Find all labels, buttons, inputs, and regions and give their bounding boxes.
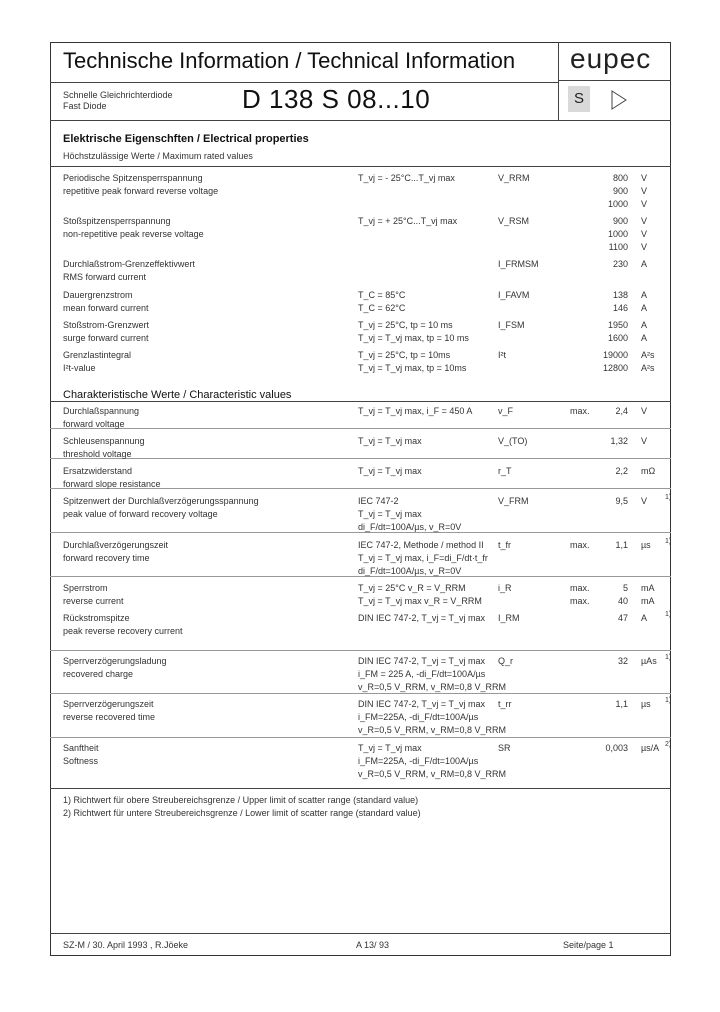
char-symbol: Q_r (498, 656, 514, 666)
param-value: 1000 (607, 199, 628, 209)
char-unit: V (641, 406, 648, 416)
char-max-label: max. (570, 583, 590, 593)
param-value: 800 (612, 173, 628, 183)
char-name-de: Ersatzwiderstand (63, 466, 133, 476)
char-value: 5 (622, 583, 628, 593)
char-condition: DIN IEC 747-2, T_vj = T_vj max (358, 613, 485, 623)
char-name-en: reverse recovered time (63, 712, 156, 722)
param-value: 146 (612, 303, 628, 313)
series-badge: S (568, 86, 590, 112)
param-condition: T_vj = 25°C, tp = 10ms (358, 350, 451, 360)
char-name-de: Durchlaßspannung (63, 406, 140, 416)
char-name-en: reverse current (63, 596, 124, 606)
char-unit: µs/A (641, 743, 660, 753)
char-condition: IEC 747-2, Methode / method II (358, 540, 484, 550)
char-condition: DIN IEC 747-2, T_vj = T_vj max (358, 699, 485, 709)
param-unit: V (641, 173, 648, 183)
param-unit: V (641, 186, 648, 196)
param-name-de: Stoßstrom-Grenzwert (63, 320, 150, 330)
char-symbol: I_RM (498, 613, 520, 623)
char-symbol: v_F (498, 406, 514, 416)
char-condition: T_vj = T_vj max, i_F = 450 A (358, 406, 473, 416)
param-value: 230 (612, 259, 628, 269)
char-condition: T_vj = T_vj max (358, 509, 422, 519)
char-footnote-ref: 1) (665, 494, 672, 501)
char-symbol: t_fr (498, 540, 512, 550)
param-condition: T_C = 85°C (358, 290, 406, 300)
footer-rule (50, 933, 671, 934)
param-name-de: Dauergrenzstrom (63, 290, 133, 300)
char-condition: T_vj = T_vj max (358, 466, 422, 476)
char-condition: T_vj = 25°C v_R = V_RRM (358, 583, 466, 593)
char-unit: µs (641, 699, 651, 709)
param-name-en: repetitive peak forward reverse voltage (63, 186, 219, 196)
header-divider (50, 82, 558, 83)
param-condition: T_vj = + 25°C...T_vj max (358, 216, 458, 226)
char-condition: di_F/dt=100A/µs, v_R=0V (358, 522, 462, 532)
section-rated-subtitle: Höchstzulässige Werte / Maximum rated values (63, 151, 253, 161)
param-value: 1000 (607, 229, 628, 239)
char-footnote-ref: 2) (665, 741, 672, 748)
char-unit: µs (641, 540, 651, 550)
char-symbol: SR (498, 743, 511, 753)
logo-divider (558, 42, 559, 120)
row-divider (50, 693, 671, 694)
param-name-de: Periodische Spitzensperrspannung (63, 173, 203, 183)
char-unit: mA (641, 596, 655, 606)
char-symbol: V_(TO) (498, 436, 528, 446)
char-value: 1,32 (610, 436, 628, 446)
char-unit: µAs (641, 656, 657, 666)
row-divider (50, 737, 671, 738)
header-bottom-rule (50, 120, 671, 121)
param-unit: A (641, 303, 648, 313)
param-condition: T_vj = - 25°C...T_vj max (358, 173, 455, 183)
footer-author-date: SZ-M / 30. April 1993 , R.Jöeke (63, 940, 189, 950)
char-name-en: recovered charge (63, 669, 134, 679)
char-value: 0,003 (605, 743, 628, 753)
param-unit: A (641, 290, 648, 300)
char-condition: v_R=0,5 V_RRM, v_RM=0,8 V_RRM (358, 725, 507, 735)
char-condition: IEC 747-2 (358, 496, 399, 506)
char-name-de: Rückstromspitze (63, 613, 130, 623)
param-condition: T_vj = 25°C, tp = 10 ms (358, 320, 453, 330)
param-unit: A (641, 333, 648, 343)
row-divider (50, 532, 671, 533)
char-value: 9,5 (615, 496, 628, 506)
row-divider (50, 458, 671, 459)
char-value: 47 (617, 613, 628, 623)
char-value: 1,1 (615, 699, 628, 709)
param-value: 1950 (607, 320, 628, 330)
char-footnote-ref: 1) (665, 654, 672, 661)
characteristic-table-rule (50, 401, 671, 402)
param-name-de: Grenzlastintegral (63, 350, 132, 360)
param-name-de: Stoßspitzensperrspannung (63, 216, 171, 226)
char-footnote-ref: 1) (665, 538, 672, 545)
param-symbol: I_FAVM (498, 290, 530, 300)
part-number: D 138 S 08...10 (242, 84, 431, 114)
param-condition: T_C = 62°C (358, 303, 406, 313)
param-unit: V (641, 242, 648, 252)
param-name-en: non-repetitive peak reverse voltage (63, 229, 204, 239)
param-symbol: I²t (498, 350, 506, 360)
char-unit: mΩ (641, 466, 656, 476)
char-condition: T_vj = T_vj max v_R = V_RRM (358, 596, 482, 606)
char-condition: di_F/dt=100A/µs, v_R=0V (358, 566, 462, 576)
char-value: 2,4 (615, 406, 628, 416)
char-symbol: t_rr (498, 699, 512, 709)
param-name-en: surge forward current (63, 333, 149, 343)
char-name-en: threshold voltage (63, 449, 132, 459)
char-condition: v_R=0,5 V_RRM, v_RM=0,8 V_RRM (358, 682, 507, 692)
char-name-en: peak value of forward recovery voltage (63, 509, 218, 519)
char-symbol: V_FRM (498, 496, 529, 506)
param-value: 1600 (607, 333, 628, 343)
char-name-en: Softness (63, 756, 99, 766)
section-electrical-title: Elektrische Eigenschften / Electrical properties (63, 133, 309, 145)
char-unit: A (641, 613, 648, 623)
param-condition: T_vj = T_vj max, tp = 10 ms (358, 333, 469, 343)
char-value: 40 (617, 596, 628, 606)
char-unit: V (641, 496, 648, 506)
subtitle-de: Schnelle Gleichrichterdiode (63, 90, 173, 100)
param-value: 900 (612, 216, 628, 226)
footnote-2: 2) Richtwert für untere Streubereichsgrenze / Lower limit of scatter range (standard value) (63, 808, 421, 818)
char-condition: T_vj = T_vj max (358, 436, 422, 446)
param-unit: V (641, 216, 648, 226)
char-symbol: i_R (498, 583, 512, 593)
param-unit: V (641, 199, 648, 209)
char-footnote-ref: 1) (665, 697, 672, 704)
param-name-de: Durchlaßstrom-Grenzeffektivwert (63, 259, 195, 269)
char-name-en: peak reverse recovery current (63, 626, 183, 636)
char-condition: T_vj = T_vj max, i_F=di_F/dt·t_fr (358, 553, 488, 563)
char-name-de: Spitzenwert der Durchlaßverzögerungsspannung (63, 496, 259, 506)
footnote-rule (50, 788, 671, 789)
char-value: 2,2 (615, 466, 628, 476)
footer-doc-number: A 13/ 93 (356, 940, 390, 950)
page-title: Technische Information / Technical Information (63, 48, 516, 73)
param-value: 12800 (602, 363, 628, 373)
param-value: 19000 (602, 350, 628, 360)
footer-page-number: Seite/page 1 (563, 940, 614, 950)
param-symbol: V_RSM (498, 216, 530, 226)
param-value: 1100 (608, 242, 628, 252)
char-condition: i_FM=225A, -di_F/dt=100A/µs (358, 756, 479, 766)
char-condition: i_FM=225A, -di_F/dt=100A/µs (358, 712, 479, 722)
param-unit: A (641, 320, 648, 330)
param-value: 900 (612, 186, 628, 196)
param-unit: A (641, 259, 648, 269)
char-max-label: max. (570, 596, 590, 606)
char-name-de: Sperrstrom (63, 583, 108, 593)
param-unit: V (641, 229, 648, 239)
char-unit: V (641, 436, 648, 446)
param-symbol: V_RRM (498, 173, 530, 183)
char-name-de: Schleusenspannung (63, 436, 145, 446)
section-characteristic-title: Charakteristische Werte / Characteristic values (63, 389, 292, 401)
char-name-de: Sperrverzögerungsladung (63, 656, 167, 666)
param-unit: A²s (641, 350, 655, 360)
param-symbol: I_FRMSM (498, 259, 539, 269)
char-name-de: Sperrverzögerungszeit (63, 699, 154, 709)
char-name-en: forward recovery time (63, 553, 150, 563)
char-max-label: max. (570, 540, 590, 550)
param-symbol: I_FSM (498, 320, 525, 330)
row-divider (50, 428, 671, 429)
param-name-en: RMS forward current (63, 272, 147, 282)
char-unit: mA (641, 583, 655, 593)
param-value: 138 (612, 290, 628, 300)
logo-rule (558, 80, 671, 81)
diode-triangle-icon (610, 90, 628, 115)
row-divider (50, 650, 671, 651)
char-condition: T_vj = T_vj max (358, 743, 422, 753)
char-value: 32 (617, 656, 628, 666)
char-footnote-ref: 1) (665, 611, 672, 618)
param-unit: A²s (641, 363, 655, 373)
row-divider (50, 576, 671, 577)
param-name-en: mean forward current (63, 303, 149, 313)
char-condition: DIN IEC 747-2, T_vj = T_vj max (358, 656, 485, 666)
subtitle-en: Fast Diode (63, 101, 107, 111)
footnote-1: 1) Richtwert für obere Streubereichsgrenze / Upper limit of scatter range (standard value) (63, 795, 419, 805)
char-name-en: forward slope resistance (63, 479, 161, 489)
rated-table-rule (50, 166, 671, 167)
char-value: 1,1 (615, 540, 628, 550)
param-condition: T_vj = T_vj max, tp = 10ms (358, 363, 467, 373)
char-symbol: r_T (498, 466, 512, 476)
param-name-en: I²t-value (63, 363, 96, 373)
char-condition: i_FM = 225 A, -di_F/dt=100A/µs (358, 669, 486, 679)
char-max-label: max. (570, 406, 590, 416)
brand-logo: eupec (570, 43, 652, 74)
char-name-de: Durchlaßverzögerungszeit (63, 540, 169, 550)
char-condition: v_R=0,5 V_RRM, v_RM=0,8 V_RRM (358, 769, 507, 779)
char-name-en: forward voltage (63, 419, 125, 429)
char-name-de: Sanftheit (63, 743, 99, 753)
